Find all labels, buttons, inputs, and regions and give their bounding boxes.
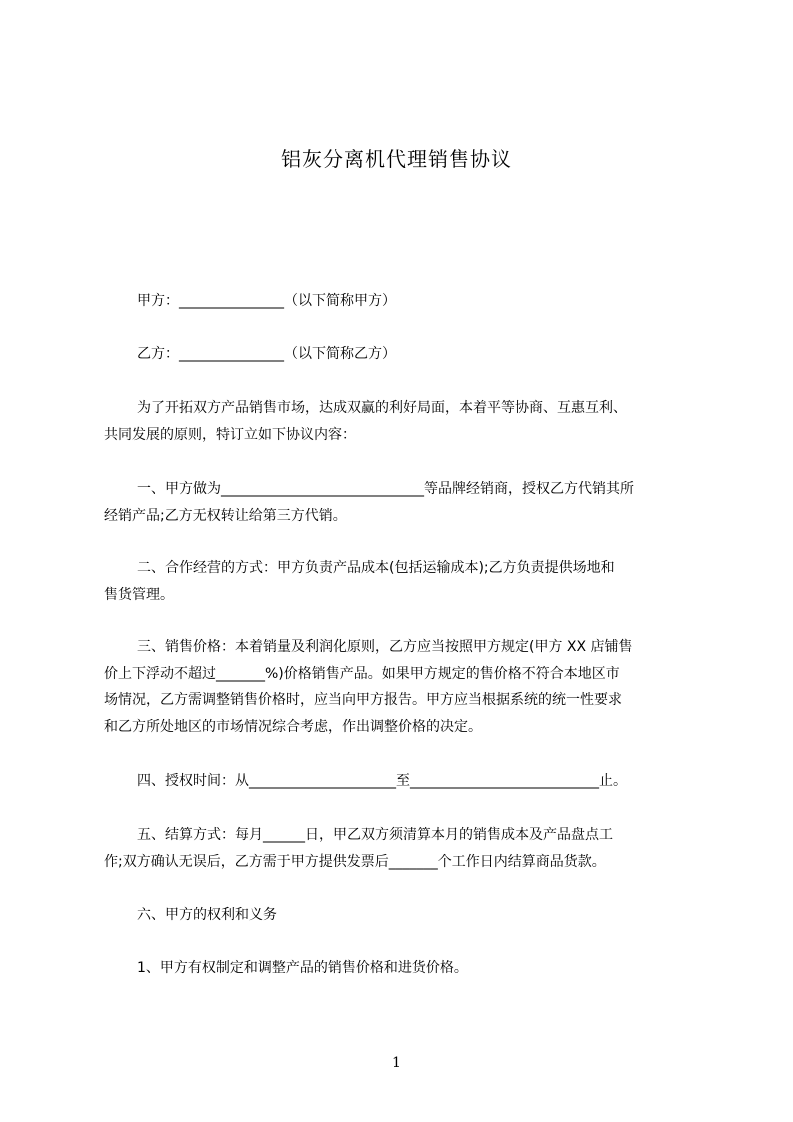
clause-5-line-1: 五、结算方式：每月______日，甲乙双方须清算本月的销售成本及产品盘点工	[137, 827, 613, 843]
clause-1-line-2: 经销产品;乙方无权转让给第三方代销。	[104, 508, 347, 524]
party-b-line: 乙方：_______________（以下简称乙方）	[137, 346, 396, 362]
clause-5-line-2: 作;双方确认无误后，乙方需于甲方提供发票后_______个工作日内结算商品货款。	[104, 854, 606, 870]
intro-line-1: 为了开拓双方产品销售市场，达成双赢的利好局面，本着平等协商、互惠互利、	[137, 400, 627, 416]
clause-3-line-3: 场情况，乙方需调整销售价格时，应当向甲方报告。甲方应当根据系统的统一性要求	[104, 692, 622, 708]
clause-4-line: 四、授权时间：从_____________________至___________________________止。	[137, 773, 627, 789]
page-number: 1	[392, 1055, 401, 1071]
clause-1-line-1: 一、甲方做为_____________________________等品牌经销商，授权乙方代销其所	[137, 481, 634, 497]
clause-6-heading: 六、甲方的权利和义务	[137, 907, 277, 923]
clause-3-line-2: 价上下浮动不超过_______%)价格销售产品。如果甲方规定的售价格不符合本地区市	[104, 666, 620, 682]
intro-line-2: 共同发展的原则，特订立如下协议内容：	[104, 427, 356, 443]
clause-6-item-1: 1、甲方有权制定和调整产品的销售价格和进货价格。	[137, 960, 468, 976]
clause-3-line-4: 和乙方所处地区的市场情况综合考虑，作出调整价格的决定。	[104, 719, 482, 735]
clause-3-line-1: 三、销售价格：本着销量及利润化原则，乙方应当按照甲方规定(甲方 XX 店铺售	[137, 639, 633, 655]
clause-2-line-1: 二、合作经营的方式：甲方负责产品成本(包括运输成本);乙方负责提供场地和	[137, 560, 615, 576]
clause-2-line-2: 售货管理。	[104, 587, 174, 603]
document-title: 铝灰分离机代理销售协议	[281, 147, 512, 171]
party-a-line: 甲方：_______________（以下简称甲方）	[137, 293, 396, 309]
